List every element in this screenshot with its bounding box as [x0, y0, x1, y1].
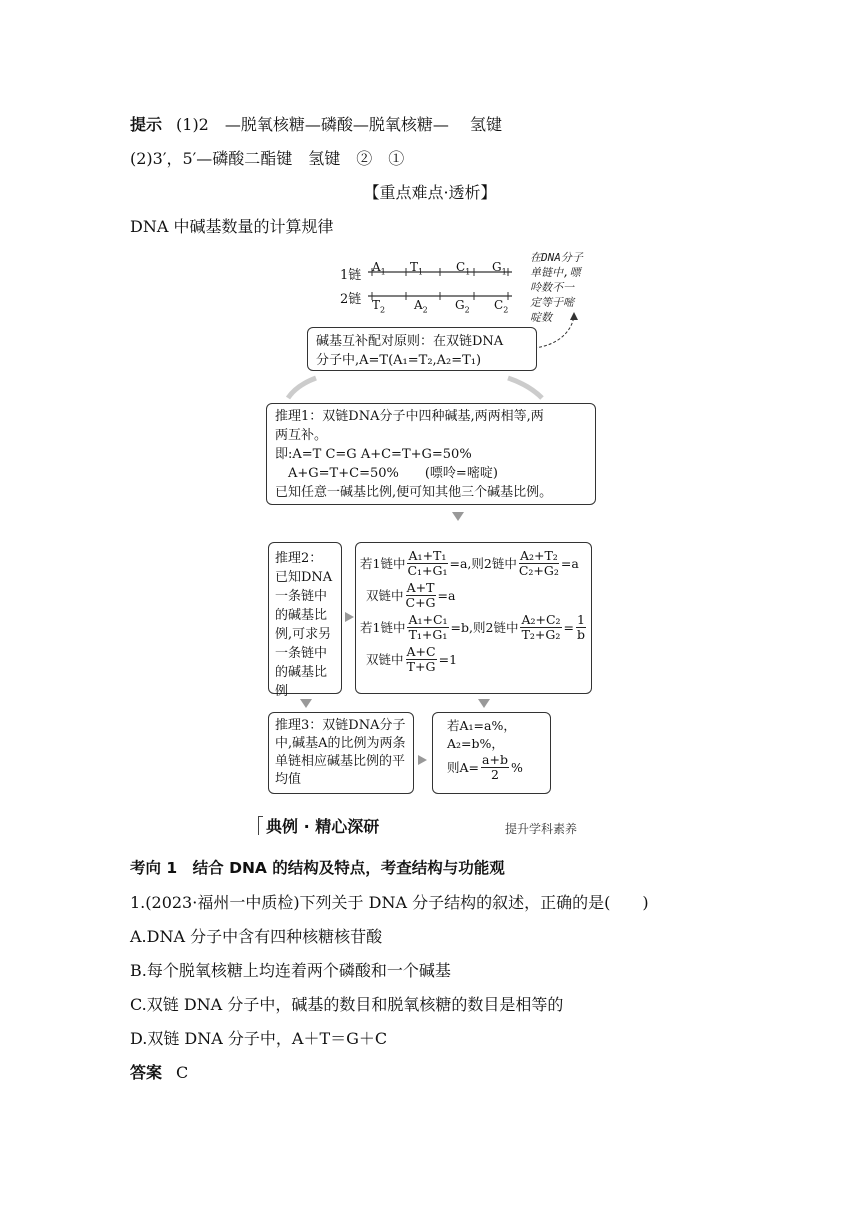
strand-2-base-letter: T — [372, 298, 381, 312]
strand-2-base: $C_2$ — [494, 298, 509, 315]
fraction-numerator: A+T — [406, 579, 435, 595]
fraction-denominator: C+G — [405, 594, 436, 610]
strand-1-base-letter: T — [410, 260, 419, 274]
fraction-numerator: A₂+C₂ — [521, 611, 561, 627]
handwritten-note: 在DNA分子 单链中,嘌 呤数不一 定等于嘧 啶数 — [530, 251, 583, 324]
inference-1-line: 推理1：双链DNA分子中四种碱基,两两相等,两 — [275, 409, 544, 424]
fraction-numerator: A+C — [406, 643, 436, 659]
fraction-denominator: 2 — [491, 767, 499, 782]
strand-1-base-letter: G — [492, 260, 502, 274]
banner-corner — [258, 816, 263, 835]
inference-3-text: 推理3：双链DNA分子中,碱基A的比例为两条单链相应碱基比例的平均值 — [275, 718, 406, 787]
formula-text: 若1链中 — [360, 555, 406, 571]
inference-1-line: 即:A=T C=G A+C=T+G=50% — [275, 447, 472, 462]
question-direction: 考向 1 结合 DNA 的结构及特点，考查结构与功能观 — [130, 859, 505, 877]
inference-1-box — [266, 403, 596, 505]
hint-label: 提示 — [130, 115, 163, 134]
section-title: 【重点难点·透析】 — [363, 183, 497, 202]
formula-text: 若1链中 — [360, 619, 406, 635]
formula-row-2 — [360, 579, 587, 611]
strand-1-base-letter: C — [456, 260, 466, 274]
fraction — [576, 613, 586, 642]
answer-line — [130, 1060, 188, 1083]
down-arrow-icon — [300, 699, 312, 708]
strand-2-label: 2链 — [340, 292, 362, 307]
formula-text: 双链中 — [366, 651, 404, 667]
result-line: A₂=b%， — [447, 736, 504, 751]
fraction — [406, 581, 436, 610]
formula-text: =a — [560, 555, 579, 571]
right-arrow-icon — [345, 612, 354, 622]
option-b: B.每个脱氧核糖上均连着两个磷酸和一个碱基 — [130, 961, 451, 980]
fraction-numerator: A₁+C₁ — [408, 611, 448, 627]
strand-1-base: $C_1$ — [456, 260, 471, 277]
inference-2-box — [268, 542, 342, 699]
fraction-denominator: C₂+G₂ — [518, 562, 559, 578]
formula-row-3 — [360, 611, 587, 643]
fraction — [481, 753, 509, 782]
option-a: A.DNA 分子中含有四种核糖核苷酸 — [130, 927, 383, 946]
option-d: D.双链 DNA 分子中，A＋T＝G＋C — [130, 1029, 388, 1048]
result-text: % — [510, 759, 523, 775]
down-arrow-icon — [478, 699, 490, 708]
intro-text: DNA 中碱基数量的计算规律 — [130, 217, 334, 236]
right-arrow-icon — [418, 755, 427, 765]
fraction-denominator: T+G — [406, 658, 436, 674]
pairing-rule-box — [307, 327, 537, 371]
strand-2-base: $G_2$ — [455, 298, 470, 315]
formula-text: 双链中 — [366, 587, 404, 603]
fraction-denominator: T₁+G₁ — [408, 626, 448, 642]
formula-text: =a,则2链中 — [449, 555, 517, 571]
banner-subtitle: 提升学科素养 — [505, 822, 578, 836]
inference-2-text: 推理2：已知DNA一条链中的碱基比例,可求另一条链中的碱基比例 — [275, 551, 333, 699]
fraction-numerator: A₂+T₂ — [519, 547, 558, 563]
strand-1-base-letter: A — [372, 260, 381, 274]
fraction-numerator: a+b — [482, 752, 508, 767]
question-stem: 1.(2023·福州一中质检)下列关于 DNA 分子结构的叙述，正确的是( ) — [130, 893, 649, 912]
answer-value: C — [176, 1063, 189, 1082]
result-box — [432, 712, 551, 794]
banner-title: 典例 · 精心深研 — [266, 817, 380, 836]
fraction-denominator: T₂+G₂ — [521, 626, 561, 642]
result-line-3 — [447, 753, 536, 782]
formula-row-4 — [360, 643, 587, 675]
fraction — [407, 549, 447, 578]
down-arrow-icon — [452, 512, 464, 521]
strand-2-base-letter: G — [455, 298, 465, 312]
hint-line-2: (2)3′，5′—磷酸二酯键 氢键 ② ① — [130, 149, 405, 168]
result-line: 若A₁=a%， — [447, 718, 516, 733]
formula-text: =1 — [438, 651, 458, 667]
inference-1-line: A+G=T+C=50% (嘌呤=嘧啶) — [275, 466, 498, 481]
fraction — [406, 645, 437, 674]
formula-box — [355, 542, 592, 694]
fraction — [520, 613, 561, 642]
result-text: 则A= — [447, 759, 480, 775]
strand-2-base-letter: C — [494, 298, 504, 312]
strand-2-base: $A_2$ — [414, 298, 428, 315]
pairing-rule-line-2: 分子中,A=T(A₁=T₂,A₂=T₁) — [316, 353, 482, 368]
answer-label: 答案 — [130, 1063, 163, 1082]
formula-text: =b,则2链中 — [450, 619, 519, 635]
fraction-denominator: b — [577, 626, 586, 642]
inference-3-box — [268, 712, 414, 794]
formula-text: = — [563, 619, 575, 635]
strand-2-base-letter: A — [414, 298, 423, 312]
fraction-numerator: 1 — [577, 611, 585, 627]
formula-text: =a — [437, 587, 456, 603]
fraction — [519, 549, 559, 578]
option-c: C.双链 DNA 分子中，碱基的数目和脱氧核糖的数目是相等的 — [130, 995, 564, 1014]
fraction-denominator: C₁+G₁ — [407, 562, 448, 578]
strand-1-base: $G_1$ — [492, 260, 507, 277]
hint-text-1: (1)2 —脱氧核糖—磷酸—脱氧核糖— 氢键 — [176, 115, 502, 134]
strand-1-base: $T_1$ — [410, 260, 424, 277]
strand-1-base: $A_1$ — [372, 260, 386, 277]
formula-row-1 — [360, 547, 587, 579]
inference-1-line: 两互补。 — [275, 428, 328, 443]
fraction — [407, 613, 448, 642]
strand-1-label: 1链 — [340, 268, 362, 283]
strand-2-base: $T_2$ — [372, 298, 386, 315]
fraction-numerator: A₁+T₁ — [408, 547, 447, 563]
inference-1-line: 已知任意一碱基比例,便可知其他三个碱基比例。 — [275, 485, 553, 500]
pairing-rule-line-1: 碱基互补配对原则：在双链DNA — [316, 334, 504, 349]
